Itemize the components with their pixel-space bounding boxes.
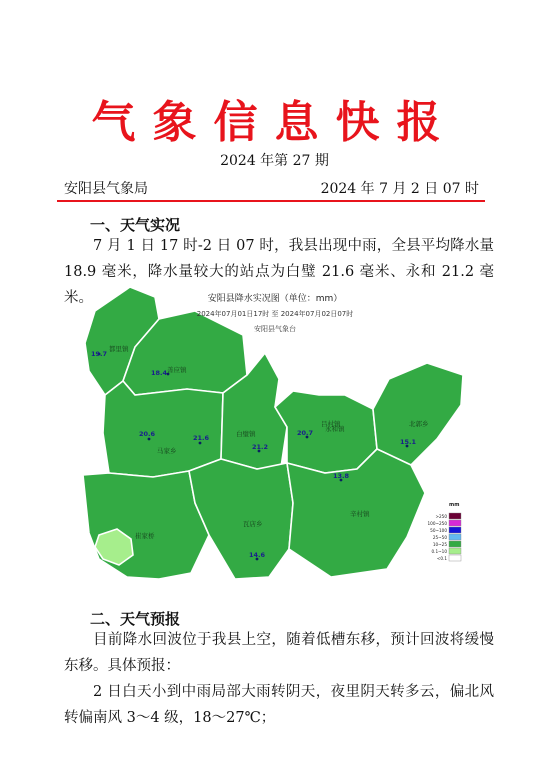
issue-date: 2024 年 7 月 2 日 07 时 — [320, 181, 479, 197]
legend-swatch-3 — [449, 534, 461, 540]
issue-number: 2024 年第 27 期 — [220, 153, 329, 169]
station-value-yonghe: 21.2 — [252, 443, 269, 451]
region-beiguo — [373, 363, 463, 465]
town-label-wadian: 瓦店乡 — [243, 520, 263, 528]
region-majia — [103, 381, 223, 477]
town-label-duli: 都里镇 — [109, 345, 129, 353]
town-label-yonghe: 永和镇 — [325, 425, 345, 433]
section-heading-forecast: 二、天气预报 — [90, 610, 181, 628]
town-label-xincun: 辛村镇 — [350, 510, 370, 518]
town-label-cuijiaqiao: 崔家桥 — [135, 532, 155, 540]
precipitation-legend — [428, 502, 462, 561]
town-label-majia: 马家乡 — [157, 447, 177, 455]
region-gaozhuang — [83, 471, 209, 579]
map-source: 安阳县气象台 — [254, 325, 296, 333]
legend-swatch-1 — [449, 520, 461, 526]
legend-label-2: 50~100 — [430, 528, 447, 533]
legend-swatch-4 — [449, 541, 461, 547]
legend-swatch-6 — [449, 555, 461, 561]
legend-swatch-5 — [449, 548, 461, 554]
station-value-lvcun: 20.7 — [297, 429, 314, 437]
legend-swatch-0 — [449, 513, 461, 519]
legend-label-1: 100~250 — [427, 521, 447, 526]
issuing-organization: 安阳县气象局 — [64, 181, 148, 197]
legend-label-3: 25~50 — [432, 535, 447, 540]
legend-swatch-2 — [449, 527, 461, 533]
forecast-paragraph-1: 目前降水回波位于我县上空，随着低槽东移，预计回波将缓慢东移。具体预报： — [64, 632, 494, 674]
town-label-baibi: 白璧镇 — [236, 430, 256, 438]
section-heading-observation: 一、天气实况 — [90, 216, 181, 234]
header-divider — [57, 200, 485, 202]
town-label-beiguo: 北郭乡 — [409, 420, 429, 428]
town-label-lvcun: 吕村镇 — [321, 420, 341, 428]
legend-label-4: 10~25 — [432, 542, 447, 547]
station-value-shanying: 18.4 — [151, 369, 168, 377]
precipitation-map — [75, 283, 475, 583]
legend-label-6: <0.1 — [436, 556, 447, 561]
map-period: 2024年07月01日17时 至 2024年07月02日07时 — [196, 310, 354, 318]
legend-label-0: >250 — [435, 514, 447, 519]
town-label-shanying: 善应镇 — [167, 366, 187, 374]
forecast-paragraph-2: 2 日白天小到中雨局部大雨转阴天，夜里阴天转多云，偏北风转偏南风 3～4 级，18～27℃； — [64, 684, 494, 726]
station-value-cuijiaqiao: 13.8 — [333, 472, 350, 480]
station-value-duli: 19.7 — [91, 350, 108, 358]
legend-unit: mm — [449, 502, 460, 508]
masthead-title: 气象信息快报 — [91, 97, 458, 148]
legend-label-5: 0.1~10 — [431, 549, 447, 554]
station-value-baibi: 21.6 — [193, 434, 210, 442]
region-wadian — [189, 459, 293, 579]
station-dot-majia — [148, 438, 151, 441]
station-dot-baibi — [199, 442, 202, 445]
map-title: 安阳县降水实况图（单位：mm） — [207, 294, 343, 304]
station-value-beiguo: 15.1 — [400, 438, 417, 446]
station-value-majia: 20.6 — [139, 430, 156, 438]
observation-paragraph: 7 月 1 日 17 时-2 日 07 时，我县出现中雨，全县平均降水量 18.9 毫米，降水量较大的站点为白璧 21.6 毫米、永和 21.2 毫米。 — [64, 238, 494, 306]
station-value-wadian: 14.6 — [249, 551, 266, 559]
